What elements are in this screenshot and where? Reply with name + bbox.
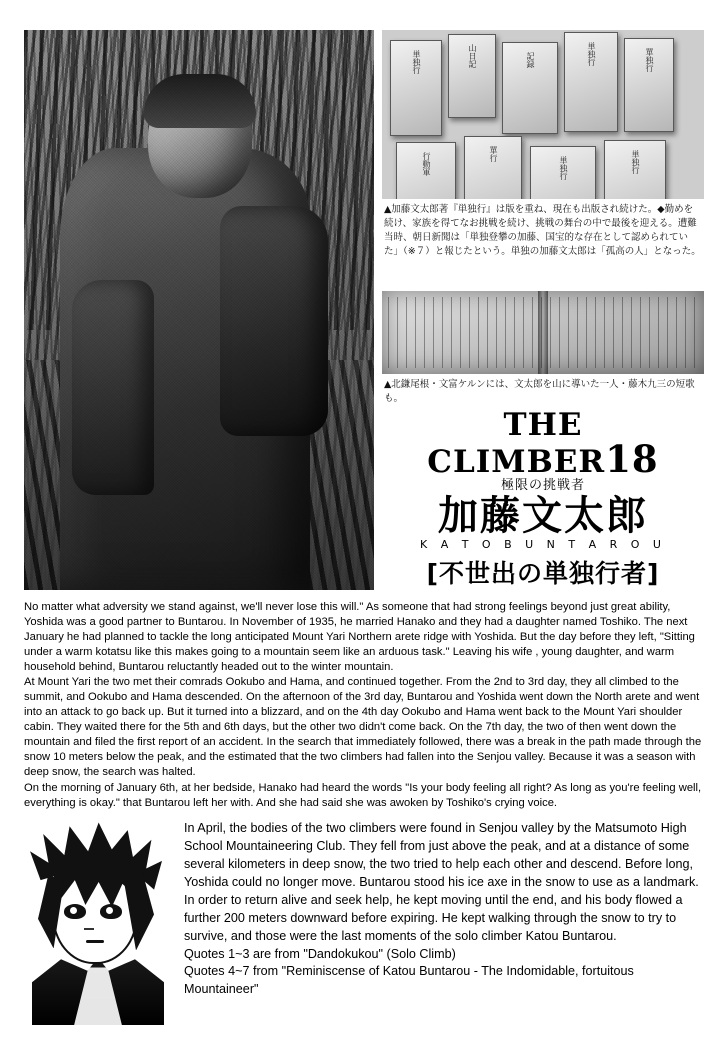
book-item: 単独行 [564,32,618,132]
right-column [382,30,704,590]
top-section [24,30,704,590]
series-title [382,407,704,481]
book-item: 行動軍 [396,142,456,199]
book-item: 単独行 [390,40,442,136]
photo-grain-overlay [24,30,374,590]
notebook-spine [538,291,548,375]
climber-photograph [24,30,374,590]
portrait-nose [84,928,94,930]
manga-portrait [24,820,172,1025]
book-item: 記録 [502,42,558,134]
books-caption: ▲加藤文太郎著『単独行』は版を重ね、現在も出版され続けた。◆勤めを続け、家族を得てなお挑戦を続け、挑戦の舞台の中で最後を迎える。遭難当時、朝日新聞は「単独登攀の加藤、国宝的な存在として認められていた」（※７）と報じたという。単独の加藤文太郎は「孤高の人」となった。 [384,204,701,257]
source-note: Quotes 4~7 from "Reminiscense of Katou Buntarou - The Indomidable, fortuitous Mountaineer" [184,964,634,997]
bottom-section [24,820,704,1032]
closing-text [184,820,704,1032]
main-body-text [24,600,704,810]
paragraph: In April, the bodies of the two climbers were found in Senjou valley by the Matsumoto High School Mountaineering Club. They fell from just above the peak, and at a distance of some several kilometers in deep snow, the two tried to help each other and descend. Before long, Yoshida could no longer move. Buntarou stood his ice axe in the snow to use as a landmark. In order to return alive and seek help, he kept moving until the end, and his body flowed a further 200 meters downward before expiring. He kept walking through the snow to try to survive, and those were the last moments of the solo climber Katou Buntarou. [184,821,699,943]
subject-tagline-jp: [不世出の単独行者] [426,559,660,588]
subject-name-romaji: K A T O B U N T A R O U [419,538,666,551]
books-photograph [382,30,704,199]
paragraph: On the morning of January 6th, at her bedside, Hanako had heard the words "Is your body feeling all right? As long as you're feeling well, everything is okay." that Buntarou left her with. And she had said she was awoken by Toshiko's crying voice. [24,781,702,809]
chapter-subtitle-jp: 極限の挑戦者 [500,478,585,493]
portrait-eye-left [64,904,86,919]
book-item: 單行 [464,136,522,199]
subject-name-jp: 加藤文太郎 [438,493,648,539]
notebook-photograph [382,291,704,375]
book-item: 単独行 [530,146,596,199]
book-item: 単独行 [604,140,666,199]
notebook-caption: ▲北鎌尾根・文富ケルンには、文太郎を山に導いた一人・藤木九三の短歌も。 [384,379,695,405]
portrait-eye-right [100,904,122,919]
book-item: 單独行 [624,38,674,132]
source-note: Quotes 1~3 are from "Dandokukou" (Solo Climb) [184,946,456,961]
chapter-number: 18 [605,437,659,481]
paragraph: At Mount Yari the two met their comrads Ookubo and Hama, and continued together. From the 2nd to 3rd day, they all climbed to the summit, and Ookubo and Hama descended. On the afternoon of the 3rd day, Buntarou and Yoshida went down the North arete and went into an attack to go back up. But it turned into a blizzard, and on the 4th day Ookubo and Hama went back to the Mount Yari shoulder cabin. They waited there for the 5th and 6th days, but the other two didn't come back. On the 7th day, the two of then went down the mountain and filed the first report of an accident. In the search that immediately followed, there was a break in the path made through the snow 10 meters below the peak, and the estimated that the two climbers had fallen into the Senjou valley. Because it was a season with deep snow, the search was halted. [24,676,702,778]
series-title-text: THE CLIMBER [427,407,606,480]
chapter-title-block [382,407,704,590]
book-item: 山日記 [448,34,496,118]
paragraph: No matter what adversity we stand against, we'll never lose this will." As someone that had strong feelings beyond just great ability, Yoshida was a good partner to Buntarou. In November of 1935, he married Hanako and they had a daughter named Toshiko. The next January he had planned to tackle the long anticipated Mount Yari Northern arete ridge with Yoshida. But the day before they left, "Sitting under a warm kotatsu like this makes going to a mountain seem like an arduous task." Leaving his wife , young daughter, and warm household behind, Buntarou reluctantly headed out to the winter mountain. [24,601,695,673]
